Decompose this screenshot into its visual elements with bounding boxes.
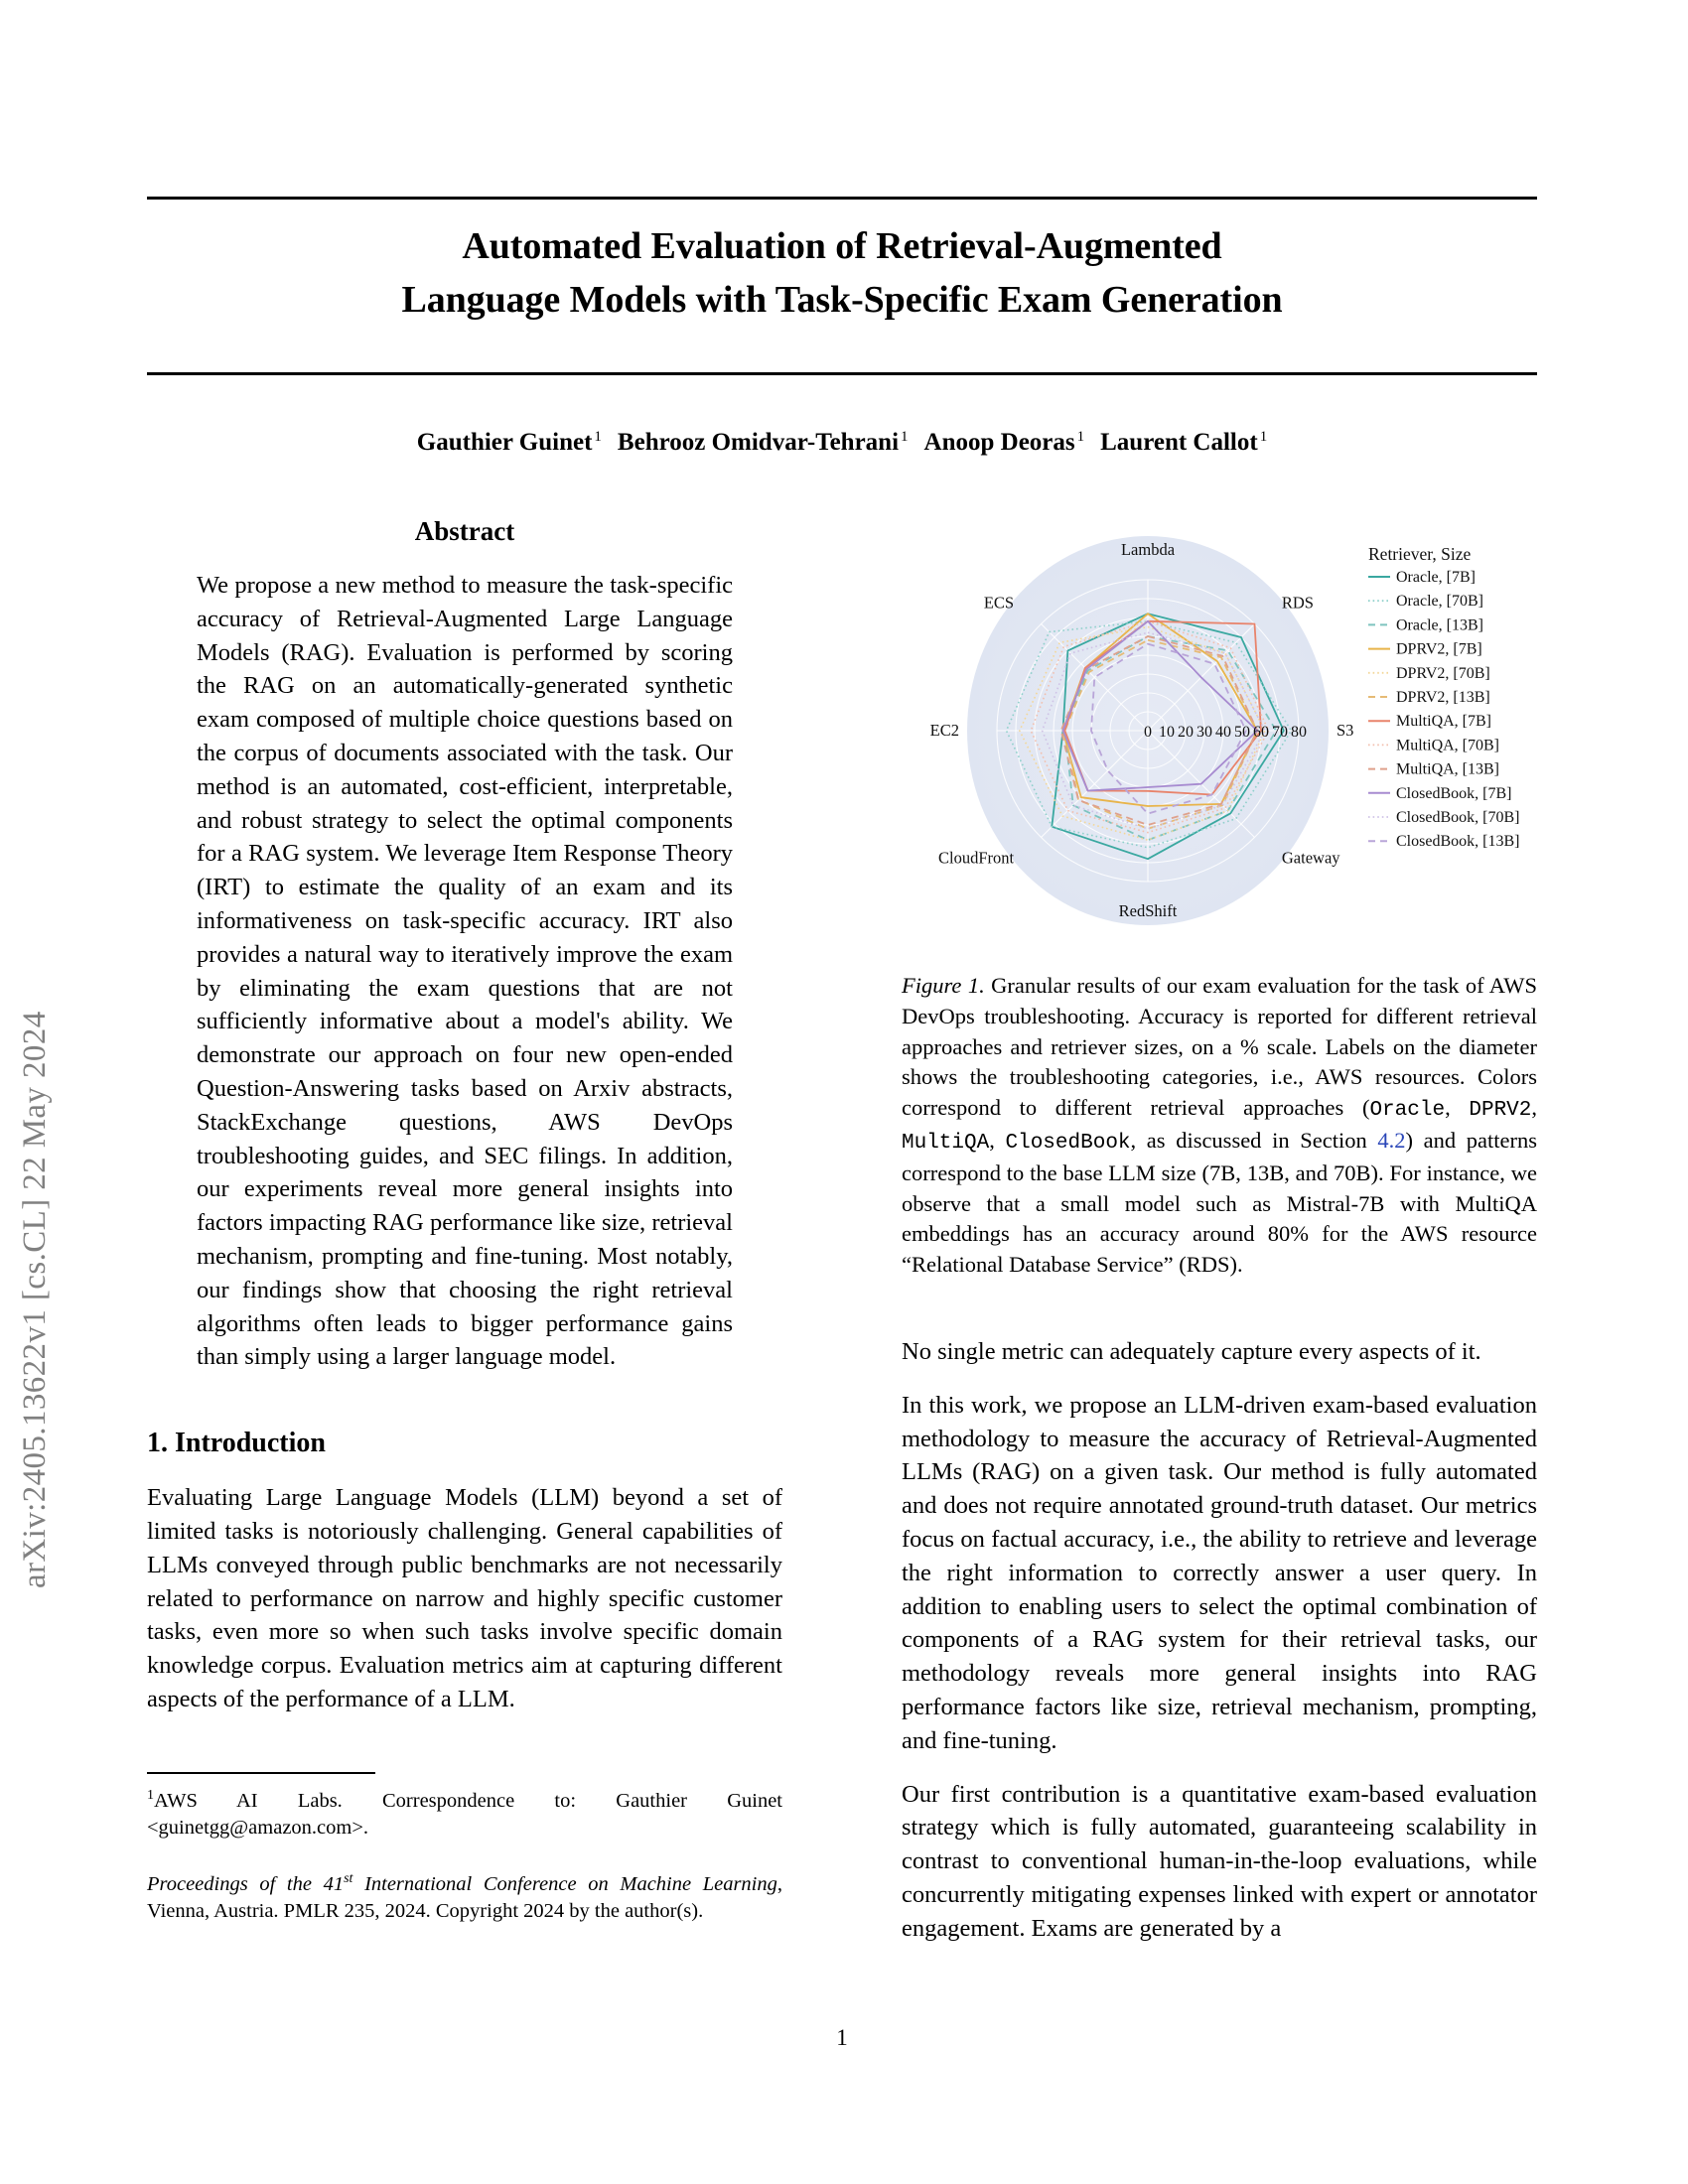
proceedings-copyright: , Vienna, Austria. PMLR 235, 2024. Copyright 2024 by the author(s). (147, 1872, 783, 1923)
title-line-1: Automated Evaluation of Retrieval-Augmented (462, 225, 1222, 267)
proceedings-prefix: Proceedings of the (147, 1872, 324, 1895)
radar-axis-label: ECS (983, 593, 1015, 613)
radar-axis-label: S3 (1336, 721, 1354, 740)
abstract-block (197, 516, 733, 1374)
title-rule-top (147, 197, 1537, 200)
title-line-2: Language Models with Task-Specific Exam Generation (401, 278, 1283, 321)
author-affiliation-marker: 1 (1259, 429, 1268, 445)
radar-radial-tick-label: 10 (1159, 724, 1175, 741)
radar-chart (902, 512, 1537, 949)
figure-caption-mono-dprv2: DPRV2 (1469, 1099, 1532, 1123)
legend-entry-label[interactable]: MultiQA, [13B] (1396, 760, 1499, 778)
radar-radial-tick-label: 70 (1272, 724, 1288, 741)
radar-radial-tick-label: 20 (1178, 724, 1194, 741)
legend-entry-label[interactable]: DPRV2, [70B] (1396, 664, 1490, 682)
figure-caption-sep-1: , (1445, 1095, 1470, 1121)
author-entry (924, 429, 1085, 456)
left-column (147, 516, 782, 1716)
legend-title: Retriever, Size (1368, 544, 1472, 564)
legend-entry-label[interactable]: DPRV2, [13B] (1396, 689, 1490, 706)
radar-axis-label: Lambda (1120, 540, 1176, 559)
author-affiliation-marker: 1 (901, 429, 909, 445)
page-number: 1 (836, 2025, 848, 2050)
figure-caption-mono-closedbook: ClosedBook (1005, 1132, 1131, 1156)
author-affiliation-marker: 1 (594, 429, 602, 445)
figure-caption-part-3: ) and patterns correspond to the base LLM size (7B, 13B, and 70B). For instance, we observe that a small model such as Mistral-7B with MultiQA embeddings has an accuracy around 80% for the AWS resource “Relational Database Service” (RDS). (902, 1128, 1537, 1278)
legend-entry-label[interactable]: Oracle, [7B] (1396, 569, 1476, 586)
abstract-heading: Abstract (414, 516, 515, 546)
radar-radial-tick-label: 40 (1215, 724, 1231, 741)
footnote-text: AWS AI Labs. Correspondence to: Gauthier Guinet <guinetgg@amazon.com>. (147, 1789, 782, 1840)
author-list (147, 429, 1537, 457)
legend-entry-label[interactable]: MultiQA, [70B] (1396, 737, 1499, 754)
right-paragraph-1: No single metric can adequately capture every aspects of it. (902, 1338, 1481, 1365)
figure-caption (902, 971, 1537, 1281)
section-heading-introduction: 1. Introduction (147, 1428, 326, 1459)
radar-axis-label: CloudFront (937, 848, 1015, 868)
radar-radial-tick-label: 80 (1291, 724, 1307, 741)
paper-page (147, 0, 1537, 2184)
footnote-rule (147, 1772, 375, 1774)
legend-entry-label[interactable]: DPRV2, [7B] (1396, 640, 1482, 658)
author-entry (1100, 429, 1267, 456)
proceedings-ordinal: st (344, 1870, 353, 1886)
right-paragraph-3: Our first contribution is a quantitative exam-based evaluation strategy which is fully automated, guaranteeing scalability in contrast to conventional human-in-the-loop evaluations, while concurrently mitigating expenses linked with expert or annotator engagement. Exams are generated by a (902, 1780, 1537, 1942)
arxiv-stamp-text: arXiv:2405.13622v1 [cs.CL] 22 May 2024 (16, 1011, 53, 1588)
legend-entry-label[interactable]: ClosedBook, [70B] (1396, 809, 1520, 826)
author-name: Laurent Callot (1100, 429, 1258, 457)
figure-caption-mono-oracle: Oracle (1369, 1099, 1446, 1123)
author-name: Anoop Deoras (923, 429, 1075, 457)
author-name: Gauthier Guinet (416, 429, 593, 457)
radar-radial-tick-label: 60 (1253, 724, 1269, 741)
radar-radial-tick-label: 0 (1144, 724, 1152, 741)
radar-legend (1368, 544, 1519, 850)
figure-caption-mono-multiqa: MultiQA (902, 1132, 990, 1156)
figure-caption-part-2: , as discussed in Section (1130, 1128, 1378, 1154)
legend-entry-label[interactable]: ClosedBook, [13B] (1396, 833, 1520, 851)
author-entry (417, 429, 602, 456)
radar-axis-label: Gateway (1281, 848, 1340, 868)
title-rule-bottom (147, 372, 1537, 375)
page-title (147, 220, 1537, 328)
legend-entry-label[interactable]: MultiQA, [7B] (1396, 713, 1491, 731)
footnote-marker: 1 (147, 1788, 154, 1803)
author-entry (618, 429, 909, 456)
footnote-affiliation (147, 1787, 782, 1843)
right-column (902, 1335, 1537, 1946)
figure-caption-sep-2: , (1531, 1095, 1538, 1121)
author-name: Behrooz Omidvar-Tehrani (617, 429, 900, 457)
radar-radial-tick-label: 30 (1196, 724, 1212, 741)
radar-radial-tick-labels (1144, 724, 1307, 741)
figure-caption-label: Figure 1. (902, 973, 985, 998)
figure-caption-sep-3: , (989, 1128, 1006, 1154)
right-paragraph-2: In this work, we propose an LLM-driven exam-based evaluation methodology to measure the accuracy of Retrieval-Augmented LLMs (RAG) on a given task. Our method is fully automated and does not require annotated ground-truth dataset. Our metrics focus on factual accuracy, i.e., the ability to retrieve and leverage the right information to correctly answer a user query. In addition to enabling users to select the optimal combination of components of a RAG system for their retrieval tasks, our methodology reveals more general insights into RAG performance factors like size, retrieval mechanism, prompting, and fine-tuning. (902, 1391, 1537, 1754)
proceedings-number: 41 (323, 1872, 345, 1895)
radar-radial-tick-label: 50 (1234, 724, 1250, 741)
legend-entry-label[interactable]: Oracle, [70B] (1396, 593, 1483, 611)
author-affiliation-marker: 1 (1076, 429, 1085, 445)
radar-axis-label: EC2 (929, 721, 959, 740)
proceedings-conference: International Conference on Machine Learning (352, 1872, 777, 1895)
section-reference-link[interactable]: 4.2 (1377, 1128, 1406, 1154)
figure-caption-part-1: Granular results of our exam evaluation for the task of AWS DevOps troubleshooting. Accuracy is reported for different retrieval approaches and retriever sizes, on a % scale. Labels on the diameter shows the troubleshooting categories, i.e., AWS resources. Colors correspond to different retrieval approaches ( (902, 973, 1538, 1121)
radar-axis-label: RDS (1281, 593, 1315, 613)
radar-axis-label: RedShift (1118, 901, 1178, 920)
abstract-text: We propose a new method to measure the task-specific accuracy of Retrieval-Augmented Large Language Models (RAG). Evaluation is performed by scoring the RAG on an automatically-generated synthetic exam composed of multiple choice questions based on the corpus of documents associated with the task. Our method is an automated, cost-efficient, interpretable, and robust strategy to select the optimal components for a RAG system. We leverage Item Response Theory (IRT) to estimate the quality of an exam and its informativeness on task-specific accuracy. IRT also provides a natural way to iteratively improve the exam by eliminating the exam questions that are not sufficiently informative about a model's ability. We demonstrate our approach on four new open-ended Question-Answering tasks based on Arxiv abstracts, StackExchange questions, AWS DevOps troubleshooting guides, and SEC filings. In addition, our experiments reveal more general insights into factors impacting RAG performance like size, retrieval mechanism, prompting and fine-tuning. Most notably, our findings show that choosing the right retrieval algorithms often leads to bigger performance gains than simply using a larger language model. (197, 572, 733, 1371)
introduction-paragraph-1: Evaluating Large Language Models (LLM) beyond a set of limited tasks is notoriously challenging. General capabilities of LLMs conveyed through public benchmarks are not necessarily related to performance on narrow and highly specific customer tasks, even more so when such tasks involve specific domain knowledge corpus. Evaluation metrics aim at capturing different aspects of the performance of a LLM. (147, 1484, 782, 1712)
figure-1 (902, 512, 1537, 1281)
footnote-proceedings (147, 1870, 782, 1926)
legend-entry-label[interactable]: ClosedBook, [7B] (1396, 784, 1512, 802)
footnote-block (147, 1772, 782, 1926)
radar-chart-svg (902, 512, 1537, 949)
arxiv-stamp (0, 417, 70, 1588)
legend-entry-label[interactable]: Oracle, [13B] (1396, 616, 1483, 634)
